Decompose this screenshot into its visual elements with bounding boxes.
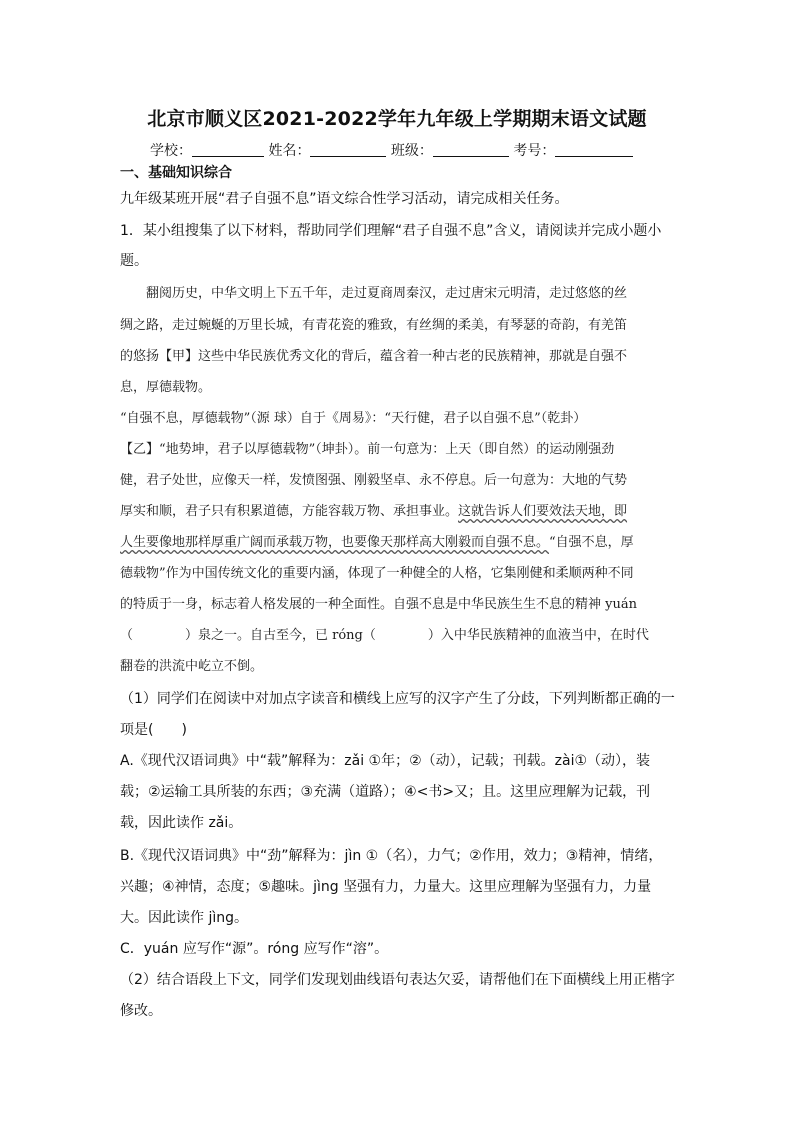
subquestion-2-line2: 修改。 bbox=[120, 1003, 162, 1019]
wavy-underlined-sentence: 人生要像地那样厚重广阔而承载万物，也要像天那样高大刚毅而自强不息。 bbox=[120, 535, 550, 550]
subquestion-1-line1: （1）同学们在阅读中对加点字读音和横线上应写的汉字产生了分歧，下列判断都正确的一 bbox=[120, 691, 675, 707]
passage-line bbox=[120, 531, 634, 550]
passage-line: 的悠扬【甲】这些中华民族优秀文化的背后，蕴含着一种古老的民族精神，那就是自强不 bbox=[120, 349, 628, 364]
passage-line: 翻阅历史，中华文明上下五千年，走过夏商周秦汉，走过唐宋元明清，走过悠悠的丝 bbox=[146, 286, 628, 301]
section-heading: 一、基础知识综合 bbox=[120, 165, 232, 181]
school-blank bbox=[192, 142, 264, 157]
name-label: 姓名： bbox=[268, 143, 311, 159]
class-label: 班级： bbox=[390, 143, 433, 159]
school-label: 学校： bbox=[150, 143, 192, 159]
subquestion-1-line2: 项是( ) bbox=[120, 722, 187, 738]
class-blank bbox=[433, 142, 509, 157]
student-info-row bbox=[150, 140, 633, 160]
exam-number-blank bbox=[555, 142, 633, 157]
option-a-cont: 载，因此读作 zǎi。 bbox=[120, 815, 243, 831]
passage-line: 的特质于一身，标志着人格发展的一种全面性。自强不息是中华民族生生不息的精神 yuán bbox=[120, 597, 637, 612]
option-b: B.《现代汉语词典》中“劲”解释为：jìn ①（名），力气；②作用，效力；③精神，情绪， bbox=[120, 848, 663, 864]
name-blank bbox=[310, 142, 386, 157]
passage-text: “自强不息，厚 bbox=[549, 535, 634, 550]
question-1-line1: 1．某小组搜集了以下材料，帮助同学们理解“君子自强不息”含义，请阅读并完成小题小 bbox=[120, 223, 662, 239]
passage-line: 健，君子处世，应像天一样，发愤图强、刚毅坚卓、永不停息。后一句意为：大地的气势 bbox=[120, 473, 628, 488]
passage-line: “自强不息，厚德载物”（源 球）自于《周易》：“天行健，君子以自强不息”（乾卦） bbox=[120, 411, 587, 426]
passage-line: 德载物”作为中国传统文化的重要内涵，体现了一种健全的人格，它集刚健和柔顺两种不同 bbox=[120, 566, 634, 581]
exam-title: 北京市顺义区2021-2022学年九年级上学期期末语文试题 bbox=[147, 108, 647, 130]
option-b-cont: 兴趣；④神情，态度；⑤趣味。jìng 坚强有力，力量大。这里应理解为坚强有力，力量 bbox=[120, 879, 652, 895]
option-b-cont: 大。因此读作 jìng。 bbox=[120, 910, 248, 926]
option-c: C．yuán 应写作“源”。róng 应写作“溶”。 bbox=[120, 941, 389, 957]
wavy-underlined-sentence: 这就告诉人们要效法天地，即 bbox=[458, 504, 628, 519]
subquestion-2-line1: （2）结合语段上下文，同学们发现划曲线语句表达欠妥，请帮他们在下面横线上用正楷字 bbox=[120, 972, 675, 988]
question-1-line2: 题。 bbox=[120, 253, 148, 269]
option-a-cont: 载；②运输工具所装的东西；③充满（道路）；④<书>又；且。这里应理解为记载，刊 bbox=[120, 784, 651, 800]
passage-line bbox=[120, 500, 627, 519]
passage-line: 息，厚德载物。 bbox=[120, 380, 212, 395]
passage-line: 翻卷的洪流中屹立不倒。 bbox=[120, 659, 264, 674]
exam-number-label: 考号： bbox=[513, 143, 556, 159]
passage-line: 【乙】“地势坤，君子以厚德载物”（坤卦）。前一句意为：上天（即自然）的运动刚强劲 bbox=[120, 442, 615, 457]
passage-text: 厚实和顺，君子只有积累道德，方能容载万物、承担事业。 bbox=[120, 504, 459, 519]
option-a: A.《现代汉语词典》中“载”解释为：zǎi ①年；②（动），记载；刊载。zài①（动），装 bbox=[120, 753, 651, 769]
passage-line: 绸之路，走过蜿蜒的万里长城，有青花瓷的雅致，有丝绸的柔美，有琴瑟的奇韵，有羌笛 bbox=[120, 318, 628, 333]
intro-text: 九年级某班开展“君子自强不息”语文综合性学习活动，请完成相关任务。 bbox=[120, 191, 569, 207]
passage-line: （ ）泉之一。自古至今，已 róng（ ）入中华民族精神的血液当中，在时代 bbox=[120, 628, 649, 643]
